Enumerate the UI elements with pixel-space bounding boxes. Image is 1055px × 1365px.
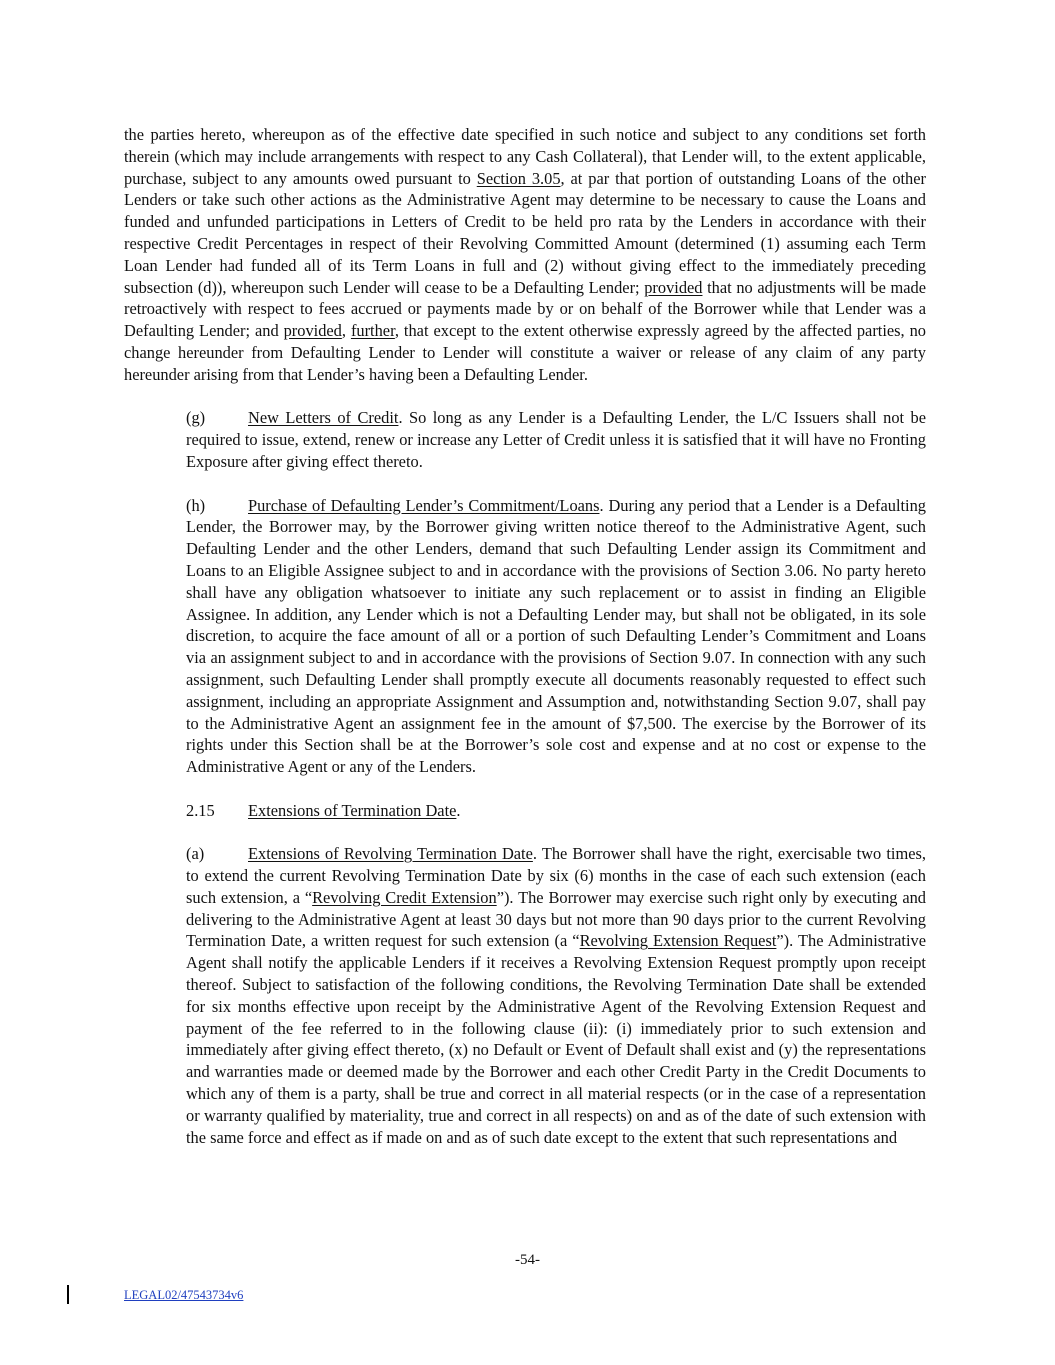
section-title-period: . [456,800,461,820]
provided-term: provided [283,321,342,341]
text-run: . The Borrower shall have the right, exercisable two times, to extend the current Revolving Termination Date by six (6) months in the case of each such extension (each such extension, a “ [186,844,926,907]
document-id-link[interactable]: LEGAL02/47543734v6 [124,1288,244,1302]
paragraph-h [124,495,926,778]
text-run: , that except to the extent otherwise expressly agreed by the affected parties, no change hereunder from Defaulting Lender to Lender will constitute a waiver or release of any claim of any party hereunder arising from that Lender’s having been a Defaulting Lender. [124,321,926,384]
page-number: -54- [515,1252,540,1268]
text-run: the parties hereto, whereupon as of the effective date specified in such notice and subject to any conditions set forth therein (which may include arrangements with respect to any Cash Collateral), that Lender will, to the extent applicable, purchase, subject to any amounts owed pursuant to [124,125,926,188]
further-term: further [350,321,395,341]
clause-label: (a) [186,844,205,864]
text-run: ”). The Borrower may exercise such right only by executing and delivering to the Administrative Agent at least 30 days but not more than 90 days prior to the current Revolving Termination Date, a written request for such extension (a “ [186,887,927,951]
paragraph-continuation [124,124,926,386]
clause-heading: Purchase of Defaulting Lender’s Commitment/Loans [248,495,600,515]
paragraph-a [124,843,926,1148]
section-title: Extensions of Termination Date [248,800,457,820]
section-number: 2.15 [186,800,215,820]
clause-heading: New Letters of Credit [248,408,399,428]
text-run: , at par that portion of outstanding Loans of the other Lenders or take such other actions as the Administrative Agent may determine to be necessary to cause the Loans and funded and unfunded participations in Letters of Credit to be held pro rata by the Lenders in accordance with their respective Credit Percentages in respect of their Revolving Committed Amount (determined (1) assuming each Term Loan Lender had funded all of its Term Loans in full and (2) without giving effect to the immediately preceding subsection (d)), whereupon such Lender will cease to be a Defaulting Lender; [124,168,926,297]
text-run: ”). The Administrative Agent shall notify the applicable Lenders if it receives a Revolving Extension Request promptly upon receipt thereof. Subject to satisfaction of the following conditions, the Revolving Termination Date shall be extended for six months effective upon receipt by the Administrative Agent of the Revolving Extension Request and payment of the fee referred to in the following clause (ii): (i) immediately prior to such extension and immediately after giving effect thereto, (x) no Default or Event of Default shall exist and (y) the representations and warranties made or deemed made by the Borrower and each other Credit Party in the Credit Documents to which any of them is a party, shall be true and correct in all material respects (or in the case of a representation or warranty qualified by materiality, true and correct in all respects) on and as of the date of such extension with the same force and effect as if made on and as of such date except to the extent that such representations and [186,931,926,1147]
paragraph-g [124,407,926,472]
clause-text: . So long as any Lender is a Defaulting Lender, the L/C Issuers shall not be required to issue, extend, renew or increase any Letter of Credit unless it is satisfied that it will have no Fronting Exposure after giving effect thereto. [186,408,927,471]
defined-term-revolving-credit-extension: Revolving Credit Extension [312,887,497,907]
defined-term-revolving-extension-request: Revolving Extension Request [579,931,777,951]
clause-label: (g) [186,408,206,428]
revision-bar [67,1285,69,1304]
text-run: , [341,321,351,341]
section-reference-3-05: Section 3.05 [476,168,561,188]
document-body [124,124,926,1170]
clause-label: (h) [186,495,206,515]
section-2-15-heading [124,800,926,822]
text-run: that no adjustments will be made retroactively with respect to fees accrued or payments made by or on behalf of the Borrower while that Lender was a Defaulting Lender; and [124,277,926,341]
clause-heading: Extensions of Revolving Termination Date [248,844,533,864]
clause-text: . During any period that a Lender is a Defaulting Lender, the Borrower may, by the Borrower giving written notice thereof to the Administrative Agent, such Defaulting Lender and the other Lenders, demand that such Defaulting Lender assign its Commitment and Loans to an Eligible Assignee subject to and in accordance with the provisions of Section 3.06. No party hereto shall have any obligation whatsoever to initiate any such replacement or to assist in finding an Eligible Assignee. In addition, any Lender which is not a Defaulting Lender may, but shall not be obligated, in its sole discretion, to acquire the face amount of all or a portion of such Defaulting Lender’s Commitment and Loans via an assignment subject to and in accordance with the provisions of Section 9.07. In connection with any such assignment, such Defaulting Lender shall promptly execute all documents reasonably requested to effect such assignment, including an appropriate Assignment and Assumption and, notwithstanding Section 9.07, shall pay to the Administrative Agent an assignment fee in the amount of $7,500. The exercise by the Borrower of its rights under this Section shall be at the Borrower’s sole cost and expense and at no cost or expense to the Administrative Agent or any of the Lenders. [186,495,926,777]
provided-term: provided [644,277,703,297]
